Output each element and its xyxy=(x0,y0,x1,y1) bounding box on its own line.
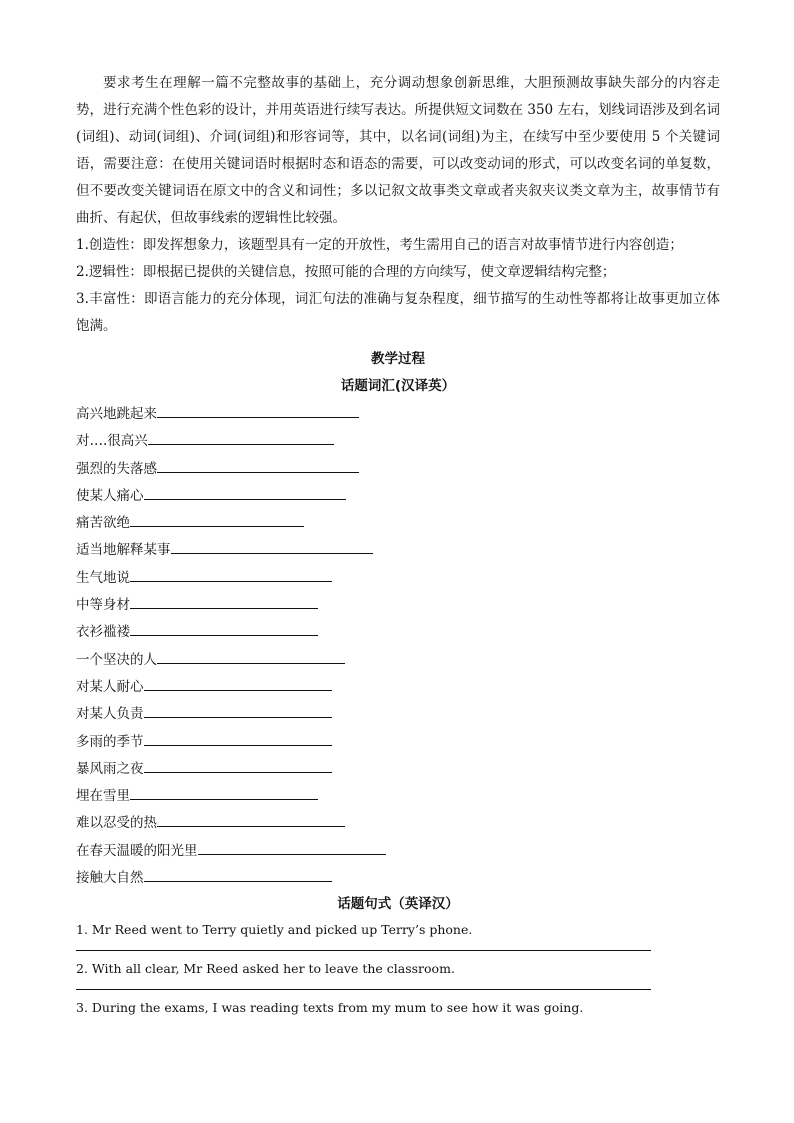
answer-blank[interactable] xyxy=(157,455,359,473)
section-title: 教学过程 xyxy=(371,351,425,367)
answer-blank[interactable] xyxy=(130,509,304,527)
vocab-item xyxy=(76,536,720,563)
sentence-title: 话题句式（英译汉） xyxy=(337,896,459,913)
vocab-prompt: 生气地说 xyxy=(76,569,130,586)
vocab-item xyxy=(76,673,720,700)
vocab-prompt: 衣衫褴褛 xyxy=(76,624,130,641)
vocab-item xyxy=(76,646,720,673)
answer-blank[interactable] xyxy=(130,564,332,582)
vocab-prompt: 适当地解释某事 xyxy=(76,542,171,559)
answer-blank[interactable] xyxy=(157,646,345,664)
sentence-3: 3. During the exams, I was reading texts from my mum to see how it was going. xyxy=(76,1000,584,1016)
vocab-item xyxy=(76,509,720,536)
vocab-prompt: 高兴地跳起来 xyxy=(76,406,157,422)
vocab-item xyxy=(76,618,720,645)
vocab-prompt: 难以忍受的热 xyxy=(76,815,157,832)
vocab-item xyxy=(76,809,720,836)
answer-blank[interactable] xyxy=(144,864,332,882)
vocab-prompt: 对某人负责 xyxy=(76,706,144,723)
vocab-prompt: 使某人痛心 xyxy=(76,487,144,504)
vocab-prompt: 对某人耐心 xyxy=(76,678,144,695)
vocab-prompt: 接触大自然 xyxy=(76,870,144,887)
vocab-item xyxy=(76,755,720,782)
answer-blank[interactable] xyxy=(157,809,345,827)
translation-line-1[interactable] xyxy=(76,942,651,951)
vocab-item xyxy=(76,482,720,509)
answer-blank[interactable] xyxy=(144,482,346,500)
vocab-item xyxy=(76,864,720,891)
vocab-item xyxy=(76,700,720,727)
vocab-prompt: 强烈的失落感 xyxy=(76,460,157,477)
vocab-item xyxy=(76,455,720,482)
vocab-prompt: 对….很高兴 xyxy=(76,433,148,450)
intro-point-2: 2.逻辑性：即根据已提供的关键信息，按照可能的合理的方向续写，使文章逻辑结构完整； xyxy=(76,264,616,280)
answer-blank[interactable] xyxy=(130,618,318,636)
vocab-prompt: 暴风雨之夜 xyxy=(76,760,144,777)
answer-blank[interactable] xyxy=(144,700,332,718)
vocab-prompt: 在春天温暖的阳光里 xyxy=(76,842,198,859)
answer-blank[interactable] xyxy=(144,728,332,746)
vocab-prompt: 中等身材 xyxy=(76,597,130,614)
vocab-item xyxy=(76,427,720,454)
answer-blank[interactable] xyxy=(130,782,318,800)
answer-blank[interactable] xyxy=(148,427,334,445)
answer-blank[interactable] xyxy=(198,837,386,855)
vocab-prompt: 埋在雪里 xyxy=(76,788,130,805)
sentence-1: 1. Mr Reed went to Terry quietly and picked up Terry’s phone. xyxy=(76,922,473,938)
sentence-2: 2. With all clear, Mr Reed asked her to leave the classroom. xyxy=(76,961,455,977)
worksheet-page xyxy=(76,70,720,1020)
vocab-prompt: 痛苦欲绝 xyxy=(76,515,130,532)
answer-blank[interactable] xyxy=(157,400,359,418)
vocab-item xyxy=(76,591,720,618)
intro-paragraph: 要求考生在理解一篇不完整故事的基础上，充分调动想象创新思维，大胆预测故事缺失部分的内容走势，进行充满个性色彩的设计，并用英语进行续写表达。所提供短文词数在 350 左右，划线词语涉及到名词(词组)、动词(词组)、介词(词组)和形容词等，其中，以名词(词组)为主，在续写中至少要使用 5 个关键词语，需要注意：在使用关键词语时根据时态和语态的需要，可以改变动词的形式，可以改变名词的单复数，但不要改变关键词语在原文中的含义和词性；多以记叙文故事类文章或者夹叙夹议类文章为主，故事情节有曲折、有起伏，但故事线索的逻辑性比较强。 xyxy=(76,75,720,226)
intro-point-3: 3.丰富性：即语言能力的充分体现，词汇句法的准确与复杂程度，细节描写的生动性等都将让故事更加立体饱满。 xyxy=(76,291,720,334)
vocab-prompt: 多雨的季节 xyxy=(76,733,144,750)
vocab-title: 话题词汇(汉译英） xyxy=(340,378,456,394)
answer-blank[interactable] xyxy=(130,591,318,609)
answer-blank[interactable] xyxy=(144,755,332,773)
vocab-item xyxy=(76,782,720,809)
vocab-item xyxy=(76,564,720,591)
vocab-prompt: 一个坚决的人 xyxy=(76,651,157,668)
answer-blank[interactable] xyxy=(171,536,373,554)
vocab-item xyxy=(76,728,720,755)
vocab-list xyxy=(76,400,720,891)
vocab-item xyxy=(76,837,720,864)
translation-line-2[interactable] xyxy=(76,981,651,990)
vocab-item xyxy=(76,400,720,427)
answer-blank[interactable] xyxy=(144,673,332,691)
intro-point-1: 1.创造性：即发挥想象力，该题型具有一定的开放性，考生需用自己的语言对故事情节进行内容创造； xyxy=(76,237,683,253)
